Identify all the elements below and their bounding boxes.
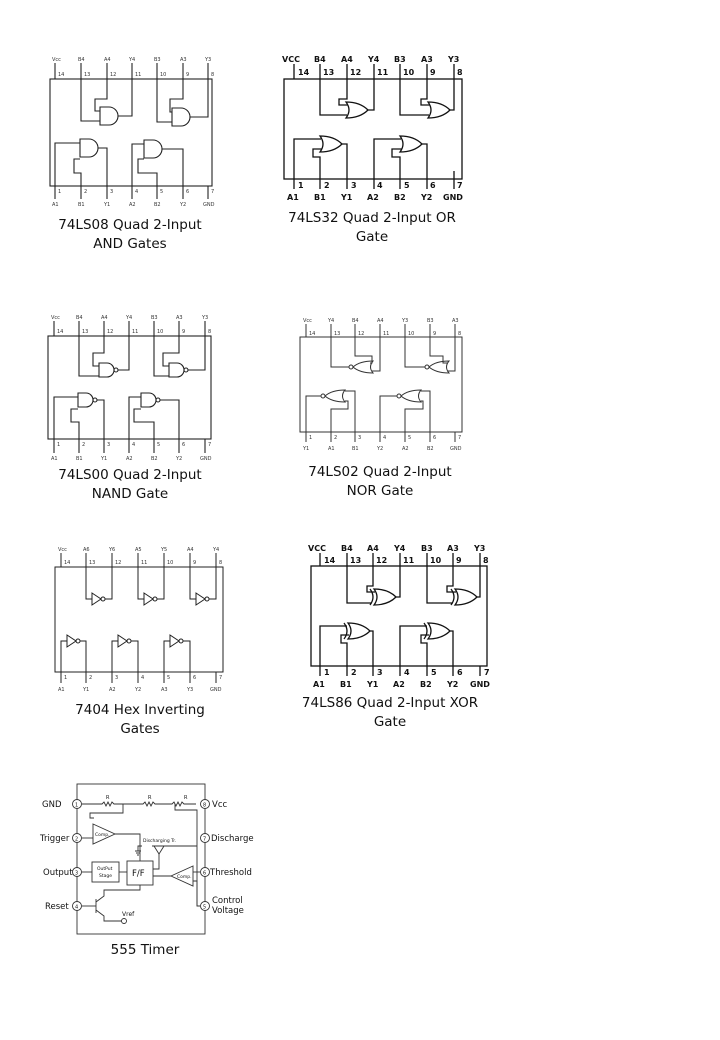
- svg-text:GND: GND: [470, 680, 490, 689]
- svg-text:Y1: Y1: [101, 456, 108, 462]
- svg-text:B3: B3: [151, 315, 158, 321]
- svg-text:8: 8: [211, 72, 215, 78]
- svg-text:A2: A2: [126, 456, 133, 462]
- svg-text:2: 2: [82, 442, 86, 448]
- top-pin-labels: [52, 57, 214, 78]
- svg-text:R: R: [148, 795, 152, 801]
- svg-text:GND: GND: [200, 456, 212, 462]
- svg-text:3: 3: [358, 435, 362, 441]
- svg-text:A1: A1: [287, 193, 299, 202]
- chip-74ls02-schematic: [293, 316, 468, 456]
- svg-text:Y2: Y2: [447, 680, 459, 689]
- svg-text:Y4: Y4: [328, 318, 335, 324]
- svg-text:5: 5: [431, 668, 437, 677]
- svg-text:6: 6: [186, 189, 190, 195]
- svg-text:A4: A4: [104, 57, 111, 63]
- svg-text:A2: A2: [402, 446, 409, 452]
- caption-line-2: Gate: [355, 229, 389, 245]
- svg-text:12: 12: [110, 72, 117, 78]
- chip-7404-schematic: [50, 543, 230, 693]
- svg-text:A2: A2: [393, 680, 405, 689]
- caption-line-2: NOR Gate: [346, 483, 414, 499]
- svg-text:A4: A4: [367, 544, 379, 553]
- svg-text:6: 6: [182, 442, 186, 448]
- svg-text:5: 5: [167, 675, 171, 681]
- svg-text:F/F: F/F: [132, 869, 145, 879]
- svg-text:10: 10: [403, 68, 415, 77]
- svg-text:A1: A1: [51, 456, 58, 462]
- svg-text:Y4: Y4: [129, 57, 136, 63]
- svg-text:11: 11: [403, 556, 415, 565]
- svg-text:Y3: Y3: [402, 318, 409, 324]
- svg-text:12: 12: [358, 331, 365, 337]
- svg-text:9: 9: [193, 560, 197, 566]
- svg-text:Y2: Y2: [421, 193, 433, 202]
- caption-line-1: 74LS08 Quad 2-Input: [58, 217, 202, 233]
- svg-text:8: 8: [458, 331, 462, 337]
- svg-text:13: 13: [84, 72, 91, 78]
- svg-text:3: 3: [110, 189, 114, 195]
- caption-line-1: 74LS86 Quad 2-Input XOR: [301, 695, 479, 711]
- svg-text:1: 1: [75, 802, 79, 809]
- svg-text:Y3: Y3: [474, 544, 486, 553]
- svg-text:8: 8: [219, 560, 223, 566]
- svg-text:A3: A3: [452, 318, 459, 324]
- svg-text:B3: B3: [394, 55, 406, 64]
- svg-text:A2: A2: [109, 687, 116, 693]
- svg-text:B4: B4: [76, 315, 83, 321]
- svg-text:11: 11: [135, 72, 142, 78]
- timer-555-diagram: [40, 780, 254, 940]
- chip-7404-diagram: [50, 543, 230, 693]
- svg-text:B2: B2: [394, 193, 406, 202]
- caption-line-1: 7404 Hex Inverting: [75, 702, 205, 718]
- svg-text:B3: B3: [427, 318, 434, 324]
- svg-text:7: 7: [219, 675, 223, 681]
- svg-text:B1: B1: [352, 446, 359, 452]
- svg-text:7: 7: [458, 435, 462, 441]
- svg-text:10: 10: [430, 556, 442, 565]
- svg-text:Y1: Y1: [341, 193, 353, 202]
- chip-74ls00-schematic: [40, 313, 220, 463]
- svg-text:2: 2: [351, 668, 357, 677]
- svg-text:10: 10: [408, 331, 415, 337]
- svg-text:Y6: Y6: [109, 547, 116, 553]
- svg-text:A4: A4: [341, 55, 353, 64]
- svg-text:B3: B3: [154, 57, 161, 63]
- svg-text:9: 9: [430, 68, 436, 77]
- svg-text:A3: A3: [176, 315, 183, 321]
- svg-text:B3: B3: [421, 544, 433, 553]
- chip-74ls86-diagram: [303, 541, 493, 691]
- chip-74ls08-schematic: [40, 55, 220, 210]
- svg-text:6: 6: [430, 181, 436, 190]
- svg-text:B4: B4: [78, 57, 85, 63]
- svg-text:B4: B4: [352, 318, 359, 324]
- svg-text:11: 11: [383, 331, 390, 337]
- svg-text:A1: A1: [328, 446, 335, 452]
- svg-text:14: 14: [58, 72, 65, 78]
- svg-text:8: 8: [457, 68, 463, 77]
- svg-text:10: 10: [157, 329, 164, 335]
- svg-text:2: 2: [334, 435, 338, 441]
- svg-text:1: 1: [309, 435, 313, 441]
- svg-text:7: 7: [484, 668, 490, 677]
- svg-text:3: 3: [351, 181, 357, 190]
- svg-text:Y3: Y3: [205, 57, 212, 63]
- svg-text:2: 2: [75, 836, 79, 843]
- svg-text:4: 4: [132, 442, 136, 448]
- svg-text:Comp.: Comp.: [177, 875, 192, 880]
- svg-text:GND: GND: [42, 800, 62, 810]
- svg-text:1: 1: [298, 181, 304, 190]
- svg-text:A1: A1: [313, 680, 325, 689]
- svg-text:3: 3: [377, 668, 383, 677]
- caption-line-1: 555 Timer: [110, 942, 180, 958]
- caption-74ls02: [280, 463, 480, 501]
- svg-text:7: 7: [457, 181, 463, 190]
- svg-text:Discharging Tr.: Discharging Tr.: [143, 839, 177, 844]
- svg-text:VCC: VCC: [308, 544, 326, 553]
- svg-text:Vcc: Vcc: [212, 800, 228, 810]
- svg-text:Output: Output: [43, 868, 73, 878]
- svg-text:1: 1: [57, 442, 61, 448]
- svg-text:Reset: Reset: [45, 902, 69, 912]
- svg-text:GND: GND: [203, 202, 215, 208]
- svg-text:B2: B2: [420, 680, 432, 689]
- caption-line-1: 74LS32 Quad 2-Input OR: [288, 210, 456, 226]
- bottom-pin-labels: [52, 189, 215, 208]
- svg-text:11: 11: [377, 68, 389, 77]
- svg-text:1: 1: [58, 189, 62, 195]
- caption-line-1: 74LS00 Quad 2-Input: [58, 467, 202, 483]
- svg-text:Y2: Y2: [180, 202, 187, 208]
- caption-74ls86: [290, 694, 490, 732]
- svg-text:Y3: Y3: [202, 315, 209, 321]
- svg-text:6: 6: [457, 668, 463, 677]
- svg-text:Y3: Y3: [448, 55, 460, 64]
- svg-text:4: 4: [383, 435, 387, 441]
- svg-text:Y2: Y2: [176, 456, 183, 462]
- caption-555-timer: [45, 941, 245, 960]
- svg-text:6: 6: [193, 675, 197, 681]
- svg-text:4: 4: [377, 181, 383, 190]
- svg-text:Y1: Y1: [83, 687, 90, 693]
- svg-text:Y4: Y4: [126, 315, 133, 321]
- svg-text:2: 2: [84, 189, 88, 195]
- svg-text:Y2: Y2: [377, 446, 384, 452]
- svg-text:A4: A4: [101, 315, 108, 321]
- chip-74ls32-diagram: [278, 52, 468, 202]
- svg-text:9: 9: [456, 556, 462, 565]
- svg-text:14: 14: [57, 329, 64, 335]
- svg-text:1: 1: [324, 668, 330, 677]
- svg-text:B4: B4: [314, 55, 326, 64]
- svg-text:14: 14: [298, 68, 310, 77]
- chip-74ls02-diagram: [293, 316, 468, 456]
- svg-text:9: 9: [186, 72, 190, 78]
- caption-line-2: AND Gates: [93, 236, 167, 252]
- svg-text:6: 6: [203, 870, 207, 877]
- svg-text:3: 3: [115, 675, 119, 681]
- svg-text:12: 12: [115, 560, 122, 566]
- svg-text:A3: A3: [421, 55, 433, 64]
- svg-text:8: 8: [208, 329, 212, 335]
- svg-text:4: 4: [75, 904, 79, 911]
- svg-text:A5: A5: [135, 547, 142, 553]
- chip-74ls08-diagram: [40, 55, 220, 210]
- svg-text:Threshold: Threshold: [210, 868, 252, 878]
- svg-text:Control: Control: [212, 896, 243, 906]
- svg-text:Stage: Stage: [99, 874, 113, 879]
- caption-line-2: NAND Gate: [91, 486, 169, 502]
- svg-text:3: 3: [75, 870, 79, 877]
- svg-text:5: 5: [404, 181, 410, 190]
- svg-text:Discharge: Discharge: [211, 834, 254, 844]
- svg-text:12: 12: [350, 68, 362, 77]
- svg-text:14: 14: [64, 560, 71, 566]
- svg-text:7: 7: [203, 836, 207, 843]
- svg-text:13: 13: [89, 560, 96, 566]
- svg-text:12: 12: [376, 556, 388, 565]
- svg-text:GND: GND: [443, 193, 463, 202]
- svg-text:Y1: Y1: [104, 202, 111, 208]
- svg-text:R: R: [184, 795, 188, 801]
- svg-text:R: R: [106, 795, 110, 801]
- svg-text:9: 9: [182, 329, 186, 335]
- svg-text:12: 12: [107, 329, 114, 335]
- caption-line-2: Gate: [373, 714, 407, 730]
- svg-text:13: 13: [350, 556, 362, 565]
- svg-text:B4: B4: [341, 544, 353, 553]
- svg-text:A2: A2: [129, 202, 136, 208]
- chip-74ls00-diagram: [40, 313, 220, 463]
- svg-text:9: 9: [433, 331, 437, 337]
- svg-text:13: 13: [323, 68, 335, 77]
- svg-text:Vcc: Vcc: [303, 318, 312, 324]
- svg-text:B1: B1: [78, 202, 85, 208]
- svg-text:6: 6: [433, 435, 437, 441]
- svg-text:Y1: Y1: [303, 446, 310, 452]
- svg-text:14: 14: [324, 556, 336, 565]
- svg-text:Voltage: Voltage: [212, 906, 244, 916]
- svg-text:14: 14: [309, 331, 316, 337]
- svg-text:VCC: VCC: [282, 55, 300, 64]
- svg-text:B2: B2: [154, 202, 161, 208]
- caption-74ls32: [272, 209, 472, 247]
- svg-text:Vcc: Vcc: [52, 57, 61, 63]
- svg-text:8: 8: [203, 802, 207, 809]
- svg-text:OutPut: OutPut: [97, 867, 113, 872]
- svg-text:10: 10: [160, 72, 167, 78]
- svg-text:Comp.: Comp.: [95, 833, 110, 838]
- svg-text:GND: GND: [450, 446, 462, 452]
- svg-text:5: 5: [408, 435, 412, 441]
- svg-text:Y4: Y4: [368, 55, 380, 64]
- svg-text:Y2: Y2: [135, 687, 142, 693]
- svg-text:2: 2: [89, 675, 93, 681]
- svg-text:A4: A4: [377, 318, 384, 324]
- svg-text:5: 5: [203, 904, 207, 911]
- svg-text:A3: A3: [180, 57, 187, 63]
- svg-text:Vcc: Vcc: [58, 547, 67, 553]
- svg-text:1: 1: [64, 675, 68, 681]
- svg-text:A2: A2: [367, 193, 379, 202]
- svg-text:7: 7: [208, 442, 212, 448]
- svg-text:10: 10: [167, 560, 174, 566]
- svg-text:4: 4: [135, 189, 139, 195]
- svg-text:Y5: Y5: [161, 547, 168, 553]
- svg-text:5: 5: [157, 442, 161, 448]
- svg-text:Y4: Y4: [213, 547, 220, 553]
- timer-555-schematic: [40, 780, 254, 940]
- svg-text:8: 8: [483, 556, 489, 565]
- svg-text:2: 2: [324, 181, 330, 190]
- svg-text:7: 7: [211, 189, 215, 195]
- svg-text:13: 13: [82, 329, 89, 335]
- svg-text:Y3: Y3: [187, 687, 194, 693]
- svg-text:B2: B2: [427, 446, 434, 452]
- caption-74ls08: [40, 216, 220, 254]
- svg-text:13: 13: [334, 331, 341, 337]
- svg-text:B2: B2: [151, 456, 158, 462]
- svg-text:4: 4: [141, 675, 145, 681]
- svg-text:Y1: Y1: [367, 680, 379, 689]
- svg-text:11: 11: [141, 560, 148, 566]
- svg-text:4: 4: [404, 668, 410, 677]
- svg-text:Trigger: Trigger: [40, 834, 70, 844]
- caption-line-1: 74LS02 Quad 2-Input: [308, 464, 452, 480]
- svg-text:Vref: Vref: [122, 911, 135, 918]
- svg-text:B1: B1: [314, 193, 326, 202]
- svg-text:11: 11: [132, 329, 139, 335]
- svg-text:A3: A3: [161, 687, 168, 693]
- svg-text:Y4: Y4: [394, 544, 406, 553]
- svg-text:5: 5: [160, 189, 164, 195]
- svg-text:A1: A1: [52, 202, 59, 208]
- svg-text:A1: A1: [58, 687, 65, 693]
- svg-text:3: 3: [107, 442, 111, 448]
- svg-text:A4: A4: [187, 547, 194, 553]
- caption-74ls00: [40, 466, 220, 504]
- chip-74ls86-schematic: [303, 541, 493, 691]
- svg-text:B1: B1: [76, 456, 83, 462]
- svg-text:GND: GND: [210, 687, 222, 693]
- caption-7404: [45, 701, 235, 739]
- svg-text:B1: B1: [340, 680, 352, 689]
- caption-line-2: Gates: [120, 721, 160, 737]
- svg-text:A6: A6: [83, 547, 90, 553]
- svg-text:Vcc: Vcc: [51, 315, 60, 321]
- chip-74ls32-schematic: [278, 52, 468, 202]
- svg-text:A3: A3: [447, 544, 459, 553]
